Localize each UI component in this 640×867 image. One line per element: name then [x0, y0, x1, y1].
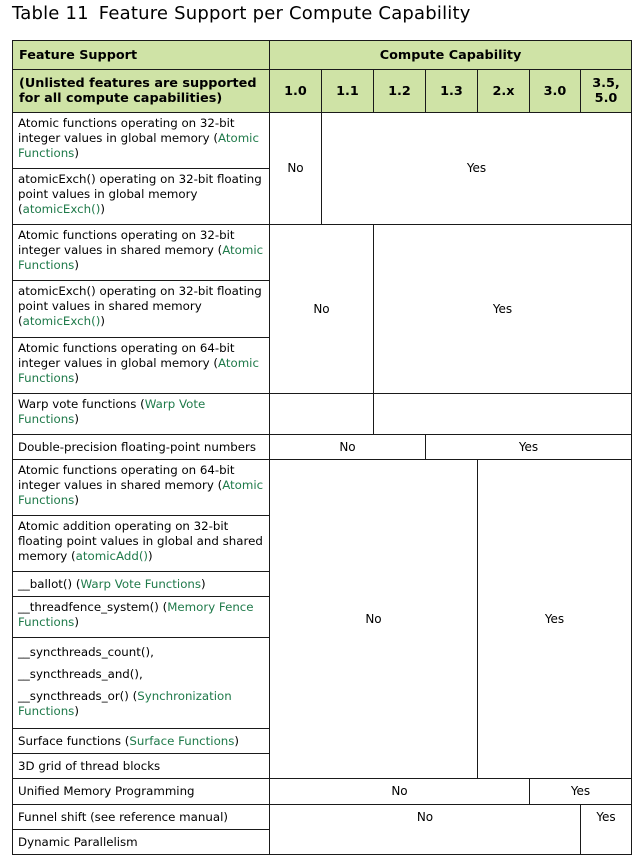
feature-surface-functions: Surface functions (Surface Functions) [13, 729, 270, 754]
value-no: No [270, 113, 322, 225]
atomicadd-link[interactable]: atomicAdd() [75, 549, 149, 563]
synchronization-functions-link[interactable]: Synchronization Functions [18, 689, 232, 718]
table-number: Table 11 [12, 3, 89, 24]
atomic-functions-link[interactable]: Atomic Functions [18, 478, 264, 507]
version-1-3: 1.3 [426, 70, 478, 113]
warp-vote-functions-link[interactable]: Warp Vote Functions [18, 397, 206, 426]
warp-vote-functions-link[interactable]: Warp Vote Functions [80, 576, 202, 591]
value-no: No [270, 460, 478, 779]
atomic-functions-link[interactable]: Atomic Functions [18, 356, 259, 385]
feature-atomic-64bit-global: Atomic functions operating on 64-bit integer values in global memory (Atomic Functions) [13, 338, 270, 394]
feature-dynamic-parallelism: Dynamic Parallelism [13, 830, 270, 855]
version-3-0: 3.0 [530, 70, 581, 113]
feature-threadfence-system: __threadfence_system() (Memory Fence Functions) [13, 597, 270, 638]
value-no: No [270, 225, 374, 394]
feature-funnel-shift: Funnel shift (see reference manual) [13, 805, 270, 830]
version-3-5-5-0: 3.5, 5.0 [581, 70, 632, 113]
feature-atomicexch-global: atomicExch() operating on 32-bit floating point values in global memory (atomicExch()) [13, 169, 270, 225]
feature-warp-vote: Warp vote functions (Warp Vote Functions) [13, 394, 270, 435]
empty-cell [374, 394, 632, 435]
value-yes: Yes [426, 435, 632, 460]
atomicexch-link[interactable]: atomicExch() [22, 314, 101, 328]
atomic-functions-link[interactable]: Atomic Functions [18, 243, 264, 272]
value-yes: Yes [322, 113, 632, 225]
atomicexch-link[interactable]: atomicExch() [22, 202, 101, 216]
feature-atomic-64bit-shared: Atomic functions operating on 64-bit integer values in shared memory (Atomic Functions) [13, 460, 270, 516]
feature-atomicexch-shared: atomicExch() operating on 32-bit floating point values in shared memory (atomicExch()) [13, 281, 270, 338]
value-yes: Yes [581, 805, 632, 855]
feature-ballot: __ballot() (Warp Vote Functions) [13, 572, 270, 597]
value-yes: Yes [374, 225, 632, 394]
syncthreads-or-line: __syncthreads_or() (Synchronization Functions) [18, 689, 232, 718]
feature-unified-memory: Unified Memory Programming [13, 779, 270, 805]
feature-atomic-32bit-shared: Atomic functions operating on 32-bit integer values in shared memory (Atomic Functions) [13, 225, 270, 281]
empty-cell [270, 394, 374, 435]
feature-3d-grid: 3D grid of thread blocks [13, 754, 270, 779]
header-note: (Unlisted features are supported for all compute capabilities) [13, 70, 270, 113]
value-no: No [270, 779, 530, 805]
version-1-1: 1.1 [322, 70, 374, 113]
version-2-x: 2.x [478, 70, 530, 113]
value-no: No [270, 435, 426, 460]
value-yes: Yes [478, 460, 632, 779]
version-1-0: 1.0 [270, 70, 322, 113]
atomic-functions-link[interactable]: Atomic Functions [18, 131, 259, 160]
feature-double-precision: Double-precision floating-point numbers [13, 435, 270, 460]
value-yes: Yes [530, 779, 632, 805]
version-1-2: 1.2 [374, 70, 426, 113]
feature-support-table [12, 40, 632, 855]
feature-syncthreads-variants [13, 638, 270, 729]
syncthreads-count-line: __syncthreads_count(), [18, 645, 154, 659]
memory-fence-functions-link[interactable]: Memory Fence Functions [18, 600, 254, 629]
syncthreads-and-line: __syncthreads_and(), [18, 667, 143, 681]
table-title: Feature Support per Compute Capability [98, 3, 471, 24]
value-no: No [270, 805, 581, 855]
feature-atomic-add-float: Atomic addition operating on 32-bit floating point values in global and shared memory (atomicAdd()) [13, 516, 270, 572]
header-feature-support: Feature Support [13, 41, 270, 70]
feature-atomic-32bit-global: Atomic functions operating on 32-bit integer values in global memory (Atomic Functions) [13, 113, 270, 169]
surface-functions-link[interactable]: Surface Functions [129, 733, 235, 748]
header-compute-capability: Compute Capability [270, 41, 632, 70]
table-caption [12, 3, 471, 24]
